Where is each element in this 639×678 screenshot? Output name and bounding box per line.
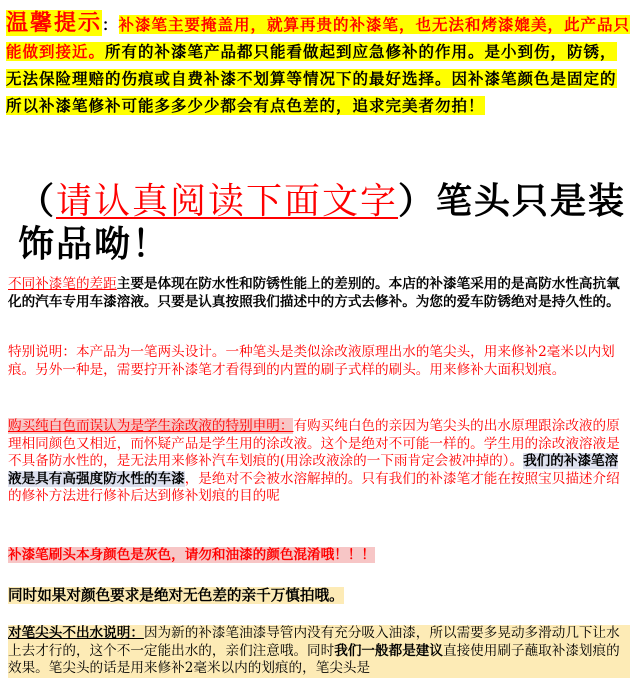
pen-tip-no-ink-text: 因为新的补漆笔油漆导管内没有充分吸入油漆，所以需要多晃动多滑动几下让水上去才行的，这个不一定能出水的，亲们注意哦。同时 bbox=[8, 625, 620, 659]
color-difference-warning-text: 同时如果对颜色要求是绝对无色差的亲千万慎拍哦。 bbox=[8, 587, 344, 604]
heading-open-paren: （ bbox=[18, 180, 57, 222]
heading-rest-text: ）笔头只是装饰品呦！ bbox=[18, 180, 627, 265]
white-color-statement-text-b: ，是绝对不会被水溶解掉的。只有我们的补漆笔才能在按照宝贝描述介绍的修补方法进行修补后达到修补划痕的目的呢 bbox=[8, 470, 620, 504]
special-note-paragraph bbox=[8, 344, 630, 379]
pen-tip-no-ink-lead: 对笔尖头不出水说明： bbox=[8, 625, 144, 641]
brush-color-note bbox=[8, 547, 630, 565]
waterproof-highlight: 我们的补漆笔溶液是具有高强度防水性的车漆 bbox=[8, 453, 619, 487]
pen-difference-text: 主要是体现在防水性和防锈性能上的差别的。本店的补漆笔采用的是高防水性高抗氧化的汽车专用车漆溶液。只要是认真按照我们描述中的方式去修补。为您的爱车防锈绝对是持久性的。 bbox=[8, 276, 620, 310]
tip-highlight-text: 补漆笔主要掩盖用，就算再贵的补漆笔，也无法和烤漆媲美，此产品只能做到接近。 bbox=[6, 15, 631, 61]
white-color-statement-lead: 购买纯白色而误认为是学生涂改液的特别申明： bbox=[8, 418, 294, 434]
heading-red-text: 请认真阅读下面文字 bbox=[56, 181, 399, 222]
read-carefully-heading bbox=[18, 180, 630, 265]
tip-body-text: 所有的补漆笔产品都只能看做起到应急修补的作用。是小到伤，防锈，无法保险理赔的伤痕或自费补漆不划算等情况下的最好选择。因补漆笔颜色是固定的所以补漆笔修补可能多多少少都会有点色差的，追求完美者勿拍！ bbox=[6, 42, 617, 115]
pen-tip-no-ink-tail: 直接使用刷子蘸取补漆划痕的效果。笔尖头的话是用来修补2毫米以内的划痕的，笔尖头是 bbox=[8, 642, 620, 676]
tip-title: 温馨提示 bbox=[6, 10, 103, 36]
special-note-text: 特别说明：本产品为一笔两头设计。一种笔头是类似涂改液原理出水的笔尖头，用来修补2毫米以内划痕。另外一种是，需要拧开补漆笔才看得到的内置的刷子式样的刷头。用来修补大面积划痕。 bbox=[8, 344, 615, 378]
white-color-statement-paragraph bbox=[8, 418, 630, 506]
pen-tip-no-ink-paragraph bbox=[8, 625, 630, 678]
tip-colon: ： bbox=[102, 15, 119, 34]
color-difference-warning bbox=[8, 587, 630, 605]
warm-tip-box bbox=[6, 10, 632, 119]
pen-difference-lead: 不同补漆笔的差距 bbox=[8, 276, 117, 292]
pen-tip-no-ink-bold: 我们一般都是建议 bbox=[334, 642, 443, 659]
brush-color-note-text: 补漆笔刷头本身颜色是灰色，请勿和油漆的颜色混淆哦！！！ bbox=[8, 547, 376, 563]
pen-difference-paragraph bbox=[8, 276, 630, 311]
white-color-statement-text-a: 有购买纯白色的亲因为笔尖头的出水原理跟涂改液的原理相同颜色又相近，而怀疑产品是学生用的涂改液。这个是绝对不可能一样的。学生用的涂改液溶液是不具备防水性的，是无法用来修补汽车划痕的(用涂改液涂的一下雨肯定会被冲掉的）。 bbox=[8, 418, 620, 469]
